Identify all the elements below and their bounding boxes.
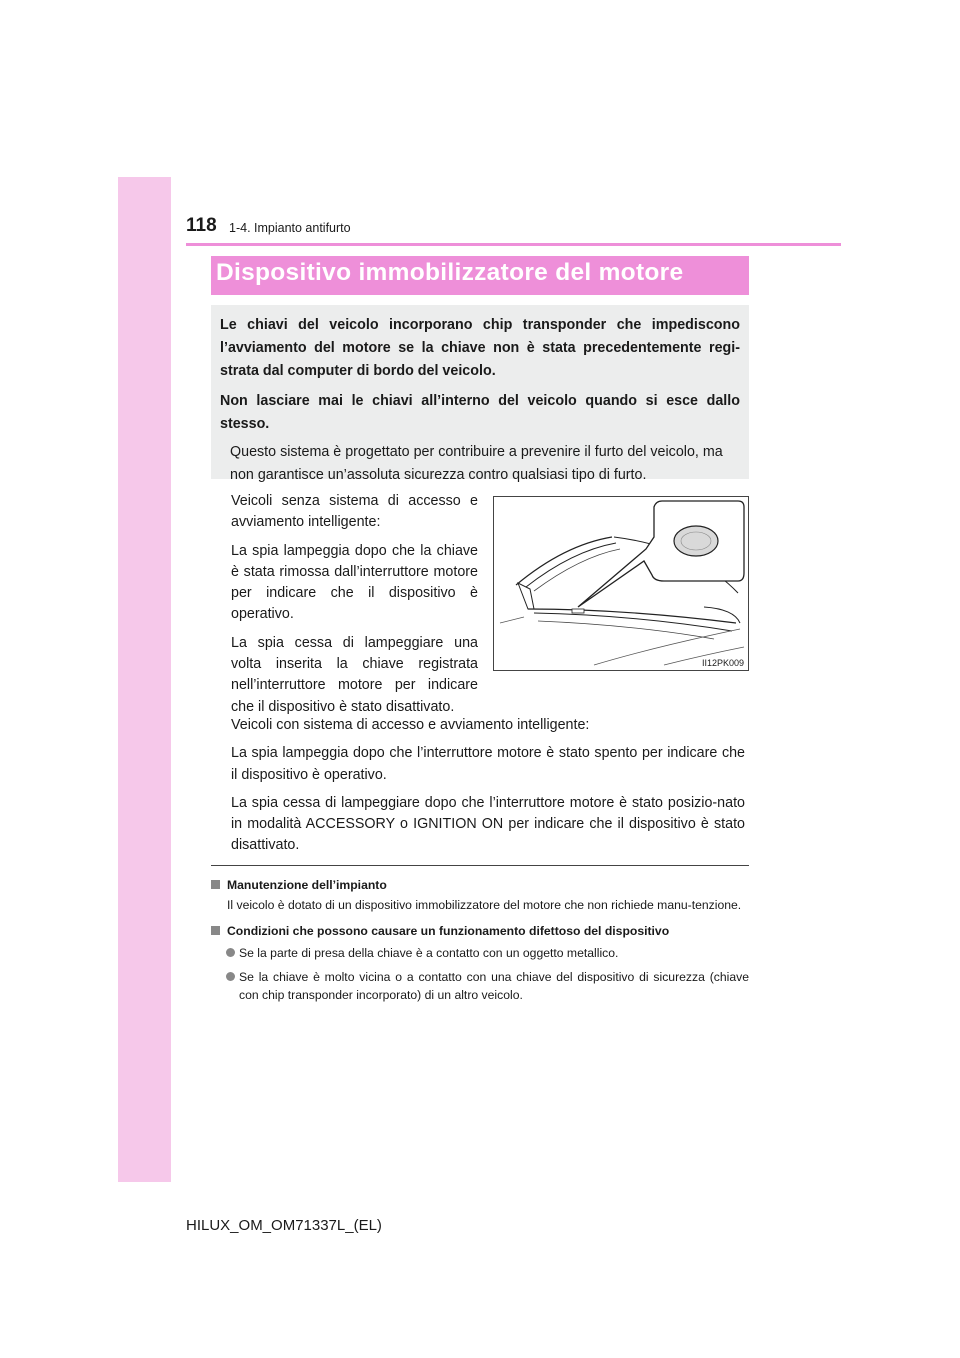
note-text-1: Il veicolo è dotato di un dispositivo immobilizzatore del motore che non richiede manu-tenzione. xyxy=(227,898,742,912)
intro-bold-paragraph-2: Non lasciare mai le chiavi all’interno del veicolo quando si esce dallo stesso. xyxy=(220,393,740,432)
note-heading-1 xyxy=(211,876,749,894)
windshield-illustration xyxy=(493,496,749,671)
note-bullet-2 xyxy=(211,968,749,1004)
figure-id: II12PK009 xyxy=(701,658,744,668)
intro-note: Questo sistema è progettato per contribuire a prevenire il furto del veicolo, ma non garantisce un’assoluta sicurezza contro qualsiasi tipo di furto. xyxy=(230,444,723,483)
note-heading-2 xyxy=(211,922,749,940)
body-paragraph-2: La spia lampeggia dopo che la chiave è stata rimossa dall’interruttore motore per indicare che il dispositivo è operativo. xyxy=(231,542,478,623)
body-paragraph-3: La spia cessa di lampeggiare una volta inserita la chiave registrata nell’interruttore motore per indicare che il dispositivo è stato disattivato. xyxy=(231,634,478,715)
page-title: Dispositivo immobilizzatore del motore xyxy=(216,259,684,286)
note-heading-1-text: Manutenzione dell’impianto xyxy=(227,878,387,892)
document-footer: HILUX_OM_OM71337L_(EL) xyxy=(186,1217,382,1234)
notes-section xyxy=(211,876,749,1010)
body-left-column xyxy=(231,491,478,725)
section-title: 1-4. Impianto antifurto xyxy=(229,221,351,235)
body-paragraph-5: La spia lampeggia dopo che l’interruttore motore è stato spento per indicare che il dispositivo è operativo. xyxy=(231,745,745,783)
circle-bullet-icon xyxy=(226,972,235,981)
page-number: 118 xyxy=(186,215,217,236)
side-tab-strip xyxy=(118,177,171,1182)
note-bullet-1 xyxy=(211,944,749,962)
circle-bullet-icon xyxy=(226,948,235,957)
note-bullet-1-text: Se la parte di presa della chiave è a contatto con un oggetto metallico. xyxy=(239,946,619,960)
square-bullet-icon xyxy=(211,926,220,935)
header-rule xyxy=(186,243,841,246)
note-heading-2-text: Condizioni che possono causare un funzionamento difettoso del dispositivo xyxy=(227,924,670,938)
body-paragraph-6: La spia cessa di lampeggiare dopo che l’interruttore motore è stato posizio-nato in modalità ACCESSORY o IGNITION ON per indicare che il dispositivo è stato disattivato. xyxy=(231,794,745,854)
notes-divider xyxy=(211,865,749,866)
body-paragraph-1: Veicoli senza sistema di accesso e avviamento intelligente: xyxy=(231,493,478,531)
body-full-column xyxy=(231,715,745,864)
body-paragraph-4: Veicoli con sistema di accesso e avviamento intelligente: xyxy=(231,717,590,733)
square-bullet-icon xyxy=(211,880,220,889)
note-bullet-2-text: Se la chiave è molto vicina o a contatto con una chiave del dispositivo di sicurezza (chiave con chip transponder incorporato) di un altro veicolo. xyxy=(239,970,749,1002)
intro-content xyxy=(220,314,740,487)
intro-bold-paragraph-1: Le chiavi del veicolo incorporano chip transponder che impediscono l’avviamento del motore se la chiave non è stata precedentemente regi-strata dal computer di bordo del veicolo. xyxy=(220,317,740,379)
windshield-drawing xyxy=(494,497,749,671)
